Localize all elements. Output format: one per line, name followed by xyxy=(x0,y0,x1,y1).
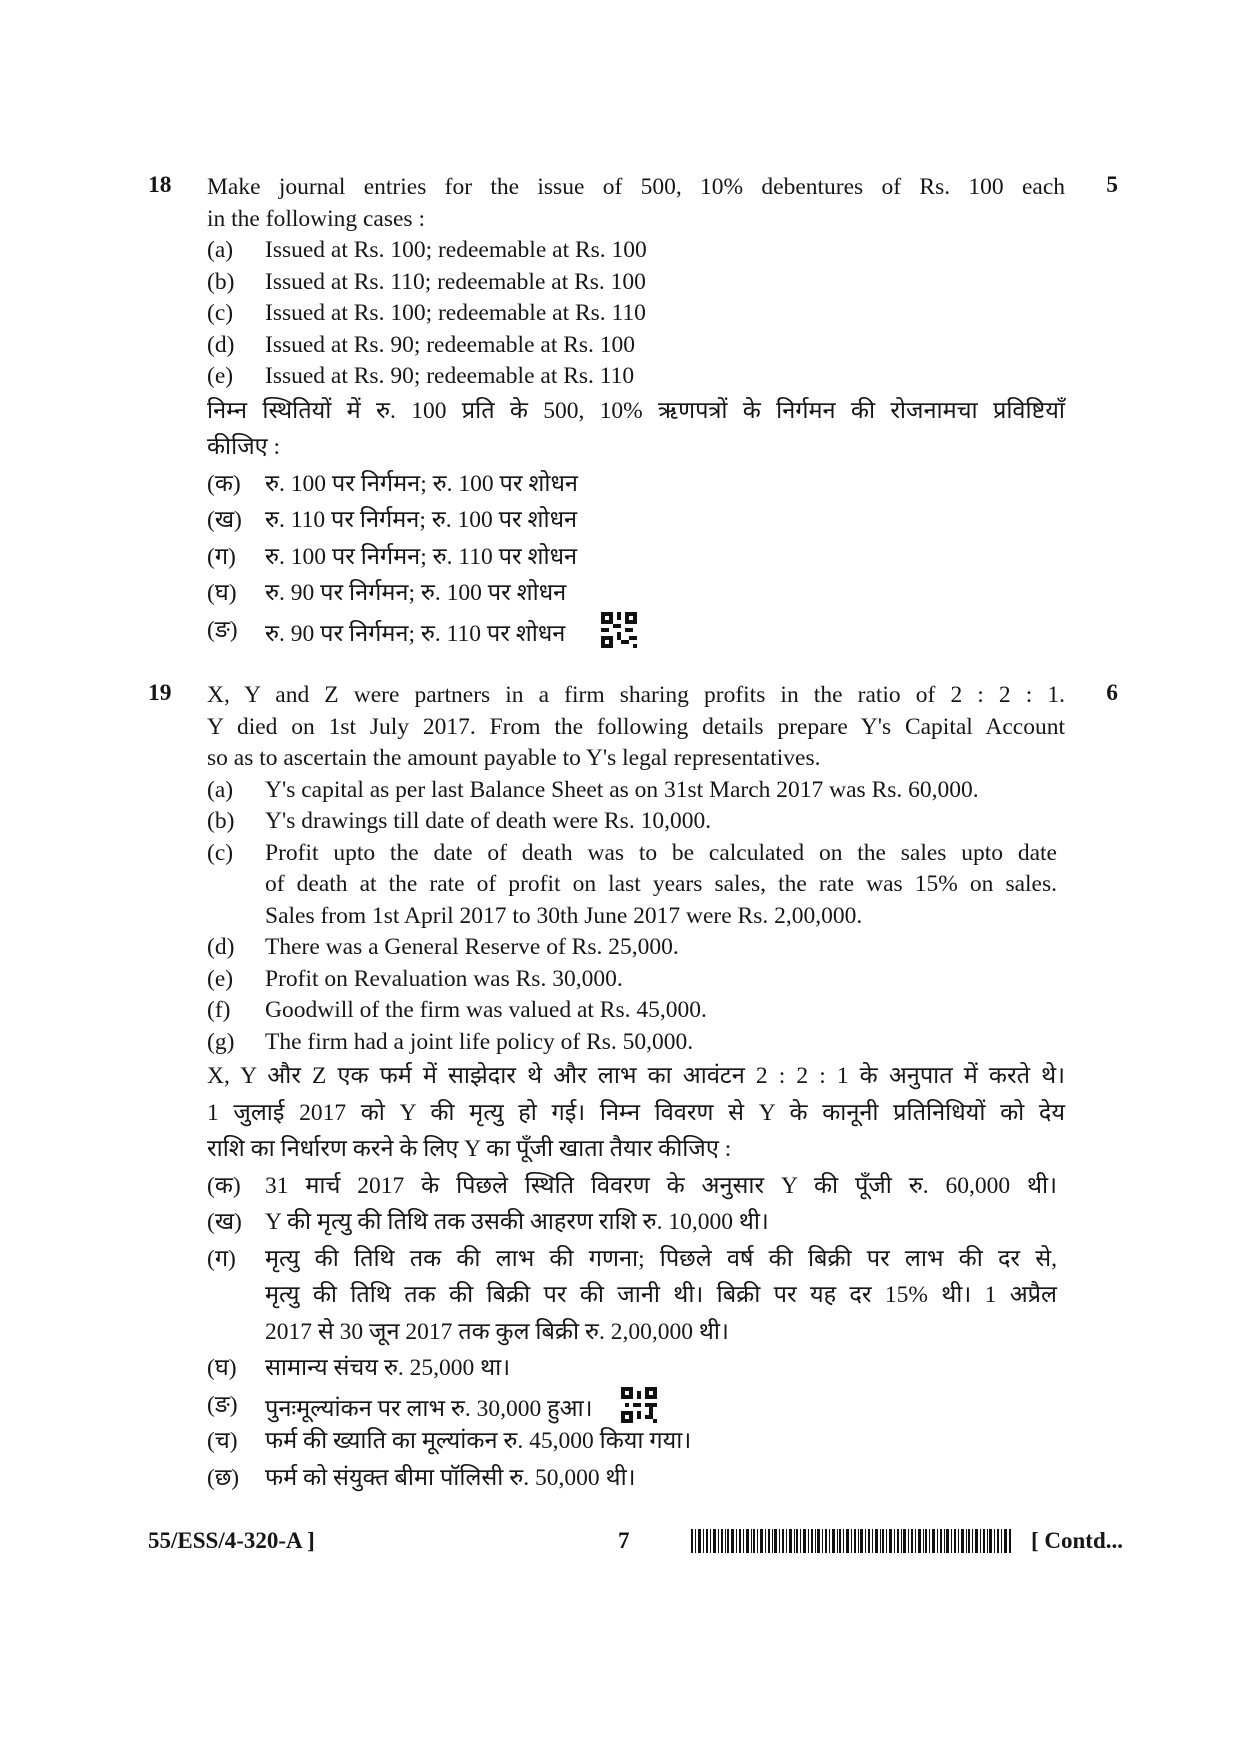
sub-item-label: (c) xyxy=(207,839,234,866)
sub-item-text-content: पुनःमूल्यांकन पर लाभ रु. 30,000 हुआ। xyxy=(265,1395,593,1422)
sub-item-hindi xyxy=(207,1350,1065,1387)
question-number: 19 xyxy=(148,680,172,706)
sub-item-text: of death at the rate of profit on last years sales, the rate was 15% on sales. xyxy=(265,871,1057,897)
sub-item-hindi xyxy=(207,539,1065,576)
sub-item-label: (ग) xyxy=(207,543,236,570)
sub-item-label: (b) xyxy=(207,808,235,834)
sub-item-text: रु. 100 पर निर्गमन; रु. 100 पर शोधन xyxy=(265,470,578,497)
sub-item-text: There was a General Reserve of Rs. 25,000. xyxy=(265,934,679,960)
sub-item-hindi xyxy=(207,1168,1065,1205)
sub-item xyxy=(207,806,1065,838)
question-text-line: in the following cases : xyxy=(207,205,425,232)
sub-item-text: रु. 110 पर निर्गमन; रु. 100 पर शोधन xyxy=(265,507,578,533)
sub-item-label: (क) xyxy=(207,1172,241,1199)
sub-item-label: (b) xyxy=(207,268,235,295)
sub-item-label: (e) xyxy=(207,363,234,389)
sub-item-label: (च) xyxy=(207,1428,238,1454)
sub-item-label: (ङ) xyxy=(207,1391,238,1418)
sub-item-label: (a) xyxy=(207,237,234,263)
sub-item-text: Profit upto the date of death was to be calculated on the sales upto date xyxy=(265,839,1057,866)
sub-item xyxy=(207,775,1065,807)
sub-item-label: (e) xyxy=(207,965,234,992)
sub-item-text: Y की मृत्यु की तिथि तक उसकी आहरण राशि रु. 10,000 थी। xyxy=(265,1209,769,1235)
sub-item-label: (d) xyxy=(207,934,235,960)
sub-item-text: Issued at Rs. 100; redeemable at Rs. 110 xyxy=(265,300,646,326)
continued-label: [ Contd... xyxy=(1030,1528,1123,1553)
question-18 xyxy=(148,172,1118,648)
sub-item-text: Issued at Rs. 100; redeemable at Rs. 100 xyxy=(265,237,647,263)
sub-item-text: Y's drawings till date of death were Rs. 10,000. xyxy=(265,808,712,834)
sub-item-hindi xyxy=(207,1241,1065,1351)
sub-item-label: (a) xyxy=(207,776,234,803)
question-text-line: so as to ascertain the amount payable to Y's legal representatives. xyxy=(207,745,821,771)
sub-item xyxy=(207,995,1065,1027)
sub-item-text: फर्म की ख्याति का मूल्यांकन रु. 45,000 किया गया। xyxy=(265,1428,692,1454)
question-text-line-hindi: X, Y और Z एक फर्म में साझेदार थे और लाभ का आवंटन 2 : 2 : 1 के अनुपात में करते थे। xyxy=(207,1063,1065,1089)
sub-item-text: Sales from 1st April 2017 to 30th June 2017 were Rs. 2,00,000. xyxy=(265,902,863,929)
sub-item-text: Issued at Rs. 90; redeemable at Rs. 110 xyxy=(265,363,635,389)
sub-item-text: रु. 100 पर निर्गमन; रु. 110 पर शोधन xyxy=(265,543,578,570)
sub-item xyxy=(207,838,1065,933)
sub-item-hindi xyxy=(207,575,1065,612)
sub-item-text: 2017 से 30 जून 2017 तक कुल बिक्री रु. 2,00,000 थी। xyxy=(265,1318,729,1345)
question-marks: 5 xyxy=(1106,172,1118,198)
sub-item-text: Y's capital as per last Balance Sheet as on 31st March 2017 was Rs. 60,000. xyxy=(265,776,979,803)
sub-item-text: फर्म को संयुक्त बीमा पॉलिसी रु. 50,000 थी। xyxy=(265,1464,636,1491)
sub-item xyxy=(207,964,1065,996)
sub-item-label: (घ) xyxy=(207,1355,237,1381)
page-number: 7 xyxy=(618,1528,630,1553)
question-text-line: X, Y and Z were partners in a firm sharing profits in the ratio of 2 : 2 : 1. xyxy=(207,682,1065,708)
sub-item-text: Issued at Rs. 90; redeemable at Rs. 100 xyxy=(265,331,636,358)
sub-item xyxy=(207,330,1065,362)
sub-item-text: Issued at Rs. 110; redeemable at Rs. 100 xyxy=(265,268,646,295)
sub-item xyxy=(207,1027,1065,1059)
question-number: 18 xyxy=(148,172,172,198)
sub-item-hindi xyxy=(207,1204,1065,1241)
sub-item-label: (ग) xyxy=(207,1245,236,1272)
sub-item-label: (ख) xyxy=(207,1209,242,1235)
sub-item-label: (d) xyxy=(207,331,235,358)
paper-code: 55/ESS/4-320-A ] xyxy=(148,1528,315,1553)
sub-item-hindi xyxy=(207,1423,1065,1460)
question-marks: 6 xyxy=(1106,680,1118,706)
sub-item xyxy=(207,361,1065,393)
sub-item-label: (ङ) xyxy=(207,616,238,643)
sub-item-hindi xyxy=(207,466,1065,503)
sub-item-hindi xyxy=(207,1460,1065,1497)
sub-item-text: रु. 90 पर निर्गमन; रु. 100 पर शोधन xyxy=(265,580,567,606)
sub-item xyxy=(207,932,1065,964)
sub-item xyxy=(207,298,1065,330)
sub-item-text xyxy=(265,1387,1065,1424)
sub-item-text: मृत्यु की तिथि तक की लाभ की गणना; पिछले वर्ष की बिक्री पर लाभ की दर से, xyxy=(265,1245,1057,1272)
sub-item-text: मृत्यु की तिथि तक की बिक्री पर की जानी थी। बिक्री पर यह दर 15% थी। 1 अप्रैल xyxy=(265,1282,1057,1308)
sub-item-text: Goodwill of the firm was valued at Rs. 45,000. xyxy=(265,997,707,1023)
page-footer xyxy=(148,1528,1123,1558)
sub-item-hindi xyxy=(207,1387,1065,1424)
sub-item-label: (g) xyxy=(207,1028,235,1055)
question-text-line: Make journal entries for the issue of 500, 10% debentures of Rs. 100 each xyxy=(207,174,1065,200)
sub-item-text: The firm had a joint life policy of Rs. 50,000. xyxy=(265,1028,694,1055)
qr-code-icon xyxy=(601,612,637,660)
question-text-line: Y died on 1st July 2017. From the following details prepare Y's Capital Account xyxy=(207,713,1065,740)
question-text-line-hindi: कीजिए : xyxy=(207,434,281,460)
sub-item-text: रु. 90 पर निर्गमन; रु. 110 पर शोधन xyxy=(265,620,566,647)
sub-item-text: 31 मार्च 2017 के पिछले स्थिति विवरण के अनुसार Y की पूँजी रु. 60,000 थी। xyxy=(265,1172,1057,1199)
sub-item-hindi xyxy=(207,502,1065,539)
question-19 xyxy=(148,680,1118,1496)
sub-item-text: Profit on Revaluation was Rs. 30,000. xyxy=(265,965,623,992)
sub-item-label: (c) xyxy=(207,300,234,326)
question-text-line-hindi: निम्न स्थितियों में रु. 100 प्रति के 500, 10% ऋणपत्रों के निर्गमन की रोजनामचा प्रविष्टियाँ xyxy=(207,397,1065,424)
barcode-icon xyxy=(691,1529,1011,1553)
sub-item-label: (छ) xyxy=(207,1464,240,1491)
question-text-line-hindi: 1 जुलाई 2017 को Y की मृत्यु हो गई। निम्न विवरण से Y के कानूनी प्रतिनिधियों को देय xyxy=(207,1099,1065,1126)
sub-item-hindi xyxy=(207,612,1065,649)
sub-item xyxy=(207,267,1065,299)
sub-item-label: (क) xyxy=(207,470,241,497)
sub-item-label: (f) xyxy=(207,997,231,1023)
sub-item-label: (घ) xyxy=(207,580,237,606)
sub-item-text: सामान्य संचय रु. 25,000 था। xyxy=(265,1355,511,1381)
sub-item xyxy=(207,235,1065,267)
sub-item-label: (ख) xyxy=(207,507,242,533)
question-text-line-hindi: राशि का निर्धारण करने के लिए Y का पूँजी खाता तैयार कीजिए : xyxy=(207,1136,732,1162)
